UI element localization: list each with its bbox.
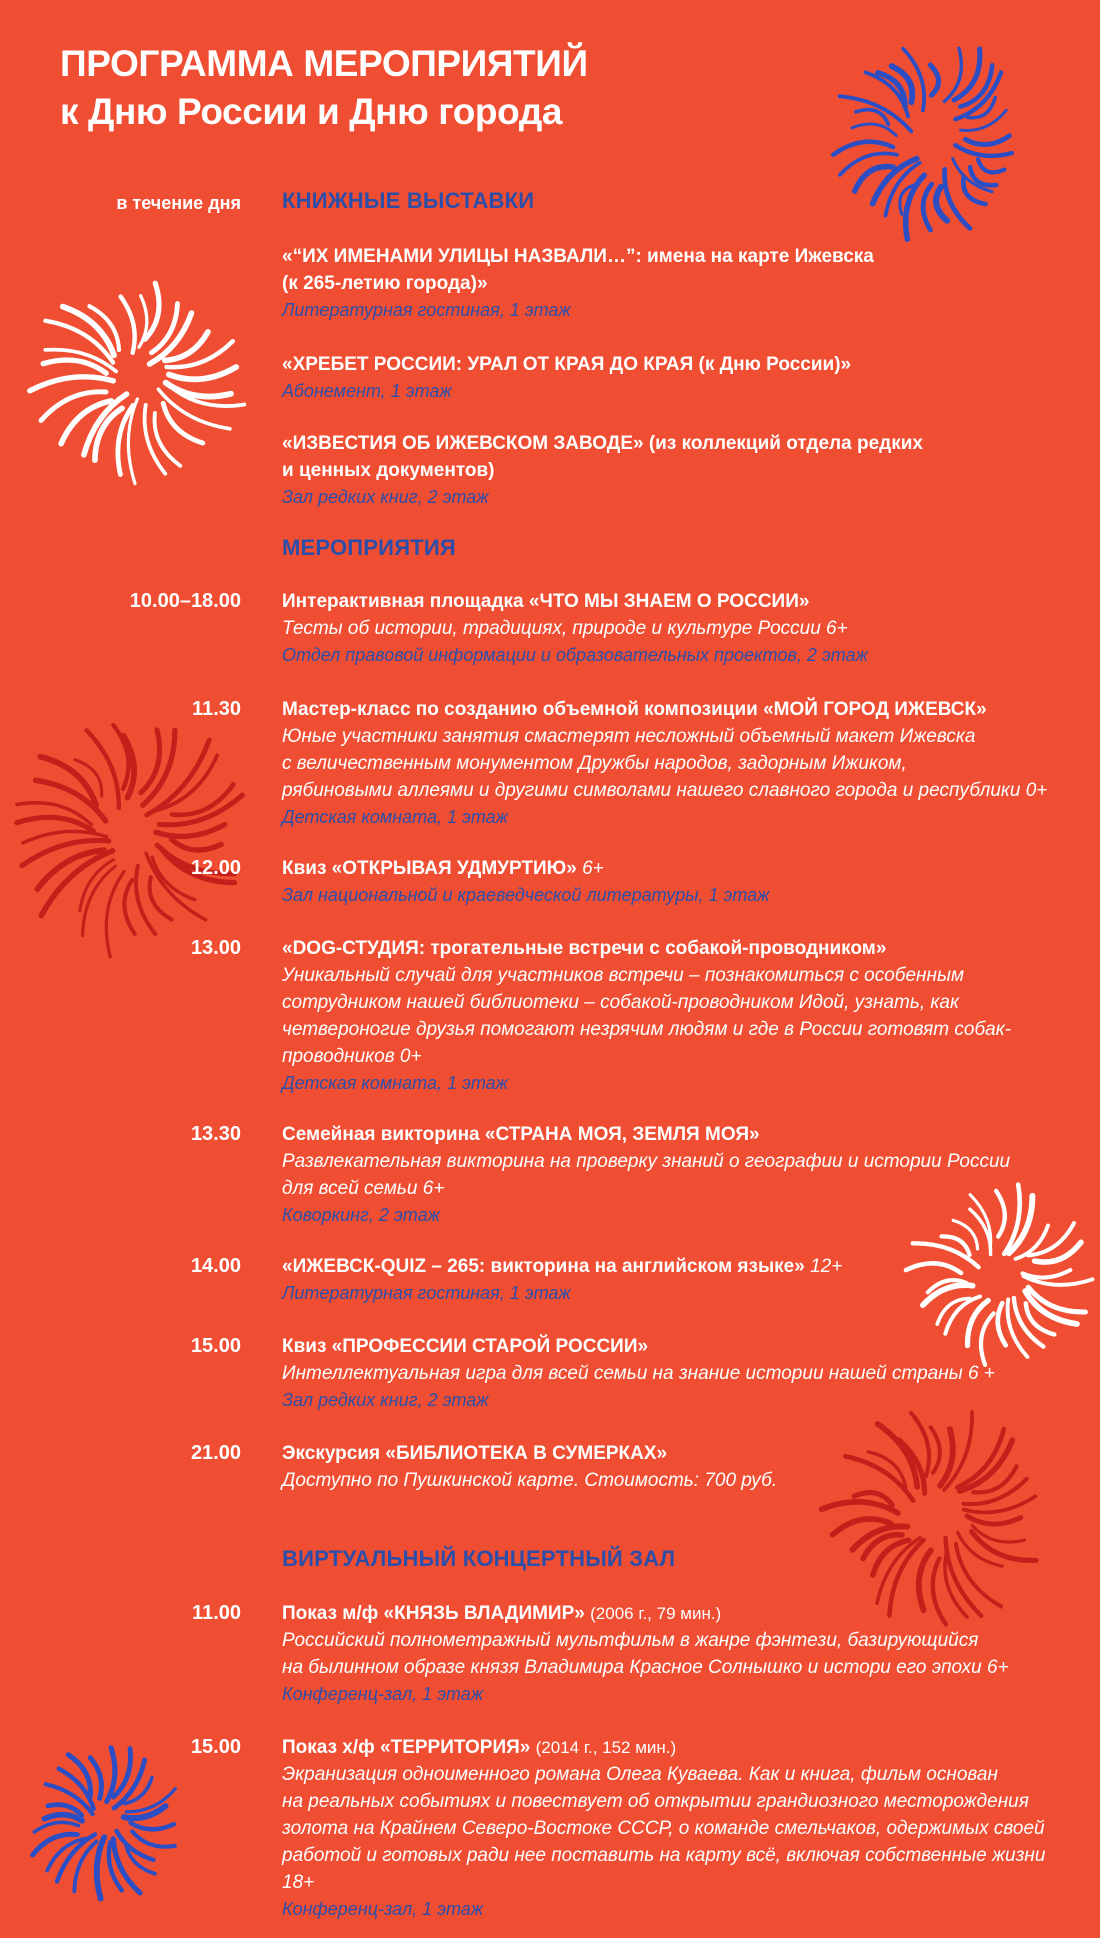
firework-ray <box>958 1532 1002 1566</box>
section-heading-virtual-hall: ВИРТУАЛЬНЫЙ КОНЦЕРТНЫЙ ЗАЛ <box>282 1546 676 1571</box>
section-heading-exhibitions: КНИЖНЫЕ ВЫСТАВКИ <box>282 188 535 213</box>
screening-description: Российский полнометражный мультфильм в жанре фэнтези, базирующийся <box>282 1630 979 1651</box>
exhibition-title: «ИЗВЕСТИЯ ОБ ИЖЕВСКОМ ЗАВОДЕ» (из коллекций отдела редких <box>282 433 923 454</box>
exhibition-location: Литературная гостиная, 1 этаж <box>282 300 571 320</box>
firework-ray <box>944 48 961 101</box>
event-description: четвероногие друзья помогают незрячим людям и где в России готовят собак- <box>282 1019 1012 1040</box>
firework-ray <box>147 740 210 815</box>
exhibition-title-cont: и ценных документов) <box>282 460 495 481</box>
exhibition-location: Зал редких книг, 2 этаж <box>282 487 489 507</box>
event-title: Квиз «ПРОФЕССИИ СТАРОЙ РОССИИ» <box>282 1336 649 1357</box>
firework-ray <box>124 880 134 934</box>
event-time: 21.00 <box>190 1442 241 1464</box>
screening-description: золота на Крайнем Северо-Востоке СССР, о команде смельчаков, одержимых своей <box>282 1818 1045 1839</box>
event-time: 12.00 <box>190 857 241 879</box>
firework-ray <box>155 413 181 466</box>
firework-ray <box>132 1831 175 1846</box>
event-description: сотрудником нашей библиотеки – собакой-проводником Идой, узнать, как <box>282 992 959 1013</box>
event-description: рябиновыми аллеями и другими символами нашего славного города и республики 0+ <box>282 780 1048 801</box>
firework-ray <box>30 377 114 391</box>
event-description: Интеллектуальная игра для всей семьи на знание истории нашей страны 6 + <box>282 1363 995 1384</box>
firework-ray <box>45 321 113 363</box>
firework-ray <box>171 839 221 850</box>
screening-description: Экранизация одноименного романа Олега Куваева. Как и книга, фильм основан <box>282 1764 998 1785</box>
exhibitions-time: в течение дня <box>116 193 241 213</box>
exhibition-title: «ХРЕБЕТ РОССИИ: УРАЛ ОТ КРАЯ ДО КРАЯ (к Дню России)» <box>282 354 852 375</box>
screening-title: Показ м/ф «КНЯЗЬ ВЛАДИМИР» <box>282 1603 585 1624</box>
event-title: «ИЖЕВСК-QUIZ – 265: викторина на английском языке» <box>282 1256 805 1277</box>
section-heading-events: МЕРОПРИЯТИЯ <box>282 535 456 560</box>
event-description: проводников 0+ <box>282 1046 422 1067</box>
event-location: Коворкинг, 2 этаж <box>282 1205 440 1225</box>
event-description: Тесты об истории, традициях, природе и культуре России 6+ <box>282 618 848 639</box>
firework-ray <box>163 403 203 443</box>
event-location: Зал редких книг, 2 этаж <box>282 1390 489 1410</box>
event-title: Мастер-класс по созданию объемной композиции «МОЙ ГОРОД ИЖЕВСК» <box>282 699 987 720</box>
firework-ray <box>972 1532 1036 1561</box>
firework-ray <box>121 297 135 353</box>
event-age-rating: 6+ <box>582 858 604 879</box>
event-time: 13.00 <box>190 937 241 959</box>
firework-ray <box>930 65 938 95</box>
event-time: 13.30 <box>190 1123 241 1145</box>
firework-ray <box>965 136 1009 145</box>
firework-ray <box>97 1837 105 1898</box>
event-time: 10.00–18.00 <box>129 590 241 612</box>
screening-description: работой и готовых ради нее поставить на карту всё, включая собственные жизни <box>282 1845 1046 1866</box>
event-location: Литературная гостиная, 1 этаж <box>282 1283 571 1303</box>
event-title: Экскурсия «БИБЛИОТЕКА В СУМЕРКАХ» <box>282 1443 668 1464</box>
event-title: «DOG-СТУДИЯ: трогательные встречи с собакой-проводником» <box>282 938 887 959</box>
firework-ray <box>17 817 94 831</box>
firework-ray <box>978 159 1004 172</box>
event-title: Квиз «ОТКРЫВАЯ УДМУРТИЮ» <box>282 858 577 879</box>
exhibition-title-cont: (к 265-летию города)» <box>282 273 488 294</box>
screening-description: на реальных событиях и повествует об открытии грандиозного месторождения <box>282 1791 1029 1812</box>
firework-ray <box>141 730 160 793</box>
firework-ray <box>923 184 932 230</box>
event-time: 11.30 <box>192 698 241 720</box>
firework-ray <box>822 1502 898 1513</box>
firework-ray <box>967 1516 1021 1524</box>
firework-red-right-icon <box>815 1395 1055 1635</box>
firework-white-left-icon <box>18 258 258 498</box>
screening-description: на былинном образе князя Владимира Красное Солнышко и истори его эпохи 6+ <box>282 1657 1009 1678</box>
screening-meta: (2014 г., 152 мин.) <box>535 1738 677 1757</box>
screening-description: 18+ <box>282 1872 315 1893</box>
firework-ray <box>34 1822 78 1832</box>
screening-time: 11.00 <box>192 1602 241 1624</box>
event-location: Детская комната, 1 этаж <box>282 1073 509 1093</box>
event-time: 14.00 <box>190 1255 241 1277</box>
event-description: Развлекательная викторина на проверку знаний о географии и истории России <box>282 1151 1011 1172</box>
firework-red-left-icon <box>10 705 270 965</box>
firework-blue-bottom-icon <box>20 1737 190 1907</box>
event-description: для всей семьи 6+ <box>282 1178 445 1199</box>
event-age-rating: 12+ <box>810 1256 843 1277</box>
screening-title: Показ х/ф «ТЕРРИТОРИЯ» <box>282 1737 531 1758</box>
exhibition-location: Абонемент, 1 этаж <box>282 381 452 401</box>
screening-location: Конференц-зал, 1 этаж <box>282 1899 484 1919</box>
screening-location: Конференц-зал, 1 этаж <box>282 1684 484 1704</box>
firework-ray <box>954 49 980 100</box>
screening-time: 15.00 <box>190 1736 241 1758</box>
event-description: Уникальный случай для участников встречи – познакомиться с особенным <box>282 965 964 986</box>
event-time: 15.00 <box>190 1335 241 1357</box>
event-description: Юные участники занятия смастерят несложный объемный макет Ижевска <box>282 726 976 747</box>
screening-meta: (2006 г., 79 мин.) <box>590 1604 722 1623</box>
event-description: Доступно по Пушкинской карте. Стоимость: 700 руб. <box>282 1470 778 1491</box>
event-title: Интерактивная площадка «ЧТО МЫ ЗНАЕМ О РОССИИ» <box>282 591 810 612</box>
firework-ray <box>856 110 889 125</box>
event-description: с величественным монументом Дружбы народов, задорным Ижиком, <box>282 753 907 774</box>
firework-ray <box>63 307 114 356</box>
exhibition-title: «“ИХ ИМЕНАМИ УЛИЦЫ НАЗВАЛИ…”: имена на карте Ижевска <box>282 246 874 267</box>
firework-ray <box>44 1815 82 1821</box>
firework-blue-top-icon <box>823 18 1043 268</box>
event-title: Семейная викторина «СТРАНА МОЯ, ЗЕМЛЯ МОЯ» <box>282 1124 760 1145</box>
title-line-2: к Дню России и Дню города <box>60 91 563 132</box>
event-location: Зал национальной и краеведческой литературы, 1 этаж <box>282 885 770 905</box>
event-location: Отдел правовой информации и образовательных проектов, 2 этаж <box>282 645 868 665</box>
firework-ray <box>43 360 106 373</box>
event-location: Детская комната, 1 этаж <box>282 807 509 827</box>
page-title <box>60 40 588 136</box>
firework-ray <box>131 1823 174 1830</box>
title-line-1: ПРОГРАММА МЕРОПРИЯТИЙ <box>60 43 588 84</box>
